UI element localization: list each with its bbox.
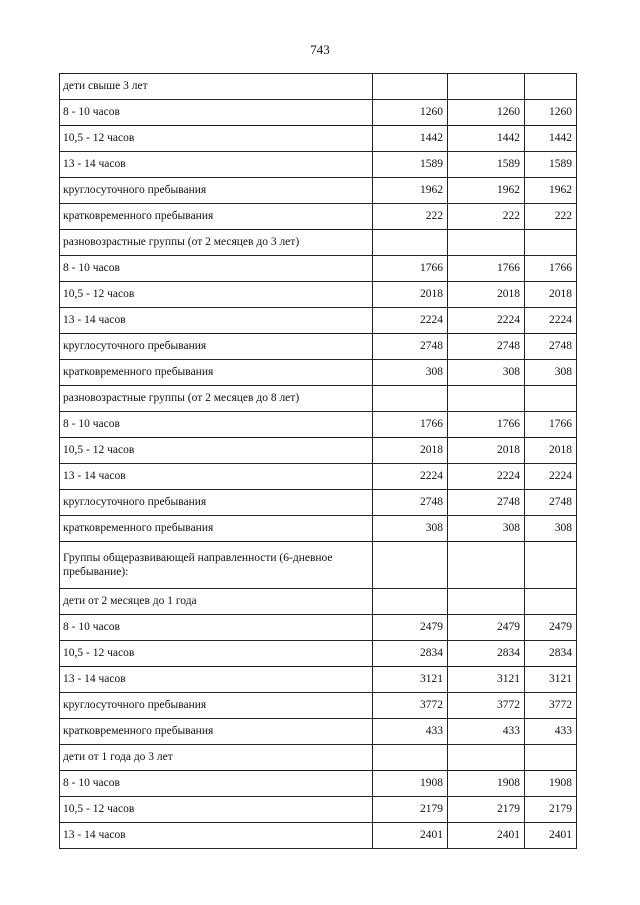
- value-cell: [373, 386, 448, 412]
- value-cell: [525, 542, 577, 589]
- value-cell: 222: [525, 204, 577, 230]
- value-cell: 1260: [525, 100, 577, 126]
- value-cell: 1589: [373, 152, 448, 178]
- table-row: [60, 386, 577, 412]
- value-cell: 1589: [448, 152, 525, 178]
- value-cell: 1962: [525, 178, 577, 204]
- table-row: [60, 178, 577, 204]
- value-cell: 2018: [525, 282, 577, 308]
- value-cell: 2401: [373, 823, 448, 849]
- value-cell: 2018: [373, 282, 448, 308]
- table-row: [60, 360, 577, 386]
- value-cell: 1766: [448, 412, 525, 438]
- value-cell: 2018: [448, 282, 525, 308]
- value-cell: 3772: [448, 693, 525, 719]
- value-cell: 1260: [448, 100, 525, 126]
- value-cell: 2224: [448, 308, 525, 334]
- value-cell: 1908: [525, 771, 577, 797]
- value-cell: 2018: [448, 438, 525, 464]
- value-cell: 308: [373, 360, 448, 386]
- value-cell: 2834: [525, 641, 577, 667]
- value-cell: [448, 230, 525, 256]
- value-cell: [373, 230, 448, 256]
- value-cell: [373, 745, 448, 771]
- value-cell: 2401: [525, 823, 577, 849]
- table-row: [60, 412, 577, 438]
- value-cell: 222: [373, 204, 448, 230]
- value-cell: 1908: [448, 771, 525, 797]
- value-cell: [448, 542, 525, 589]
- table-row: [60, 308, 577, 334]
- value-cell: 2401: [448, 823, 525, 849]
- value-cell: 2748: [448, 334, 525, 360]
- row-label: 8 - 10 часов: [60, 100, 373, 126]
- value-cell: 3121: [373, 667, 448, 693]
- table-row: [60, 771, 577, 797]
- value-cell: 1589: [525, 152, 577, 178]
- table-row: [60, 334, 577, 360]
- value-cell: 2224: [448, 464, 525, 490]
- value-cell: 1766: [373, 256, 448, 282]
- row-label: 13 - 14 часов: [60, 823, 373, 849]
- row-label: 8 - 10 часов: [60, 615, 373, 641]
- value-cell: 308: [525, 516, 577, 542]
- value-cell: 2748: [525, 334, 577, 360]
- value-cell: 1260: [373, 100, 448, 126]
- row-label: 10,5 - 12 часов: [60, 797, 373, 823]
- table-row: [60, 464, 577, 490]
- value-cell: 2018: [373, 438, 448, 464]
- row-label: круглосуточного пребывания: [60, 178, 373, 204]
- value-cell: 433: [525, 719, 577, 745]
- value-cell: 2179: [448, 797, 525, 823]
- row-label: 13 - 14 часов: [60, 464, 373, 490]
- value-cell: 2179: [373, 797, 448, 823]
- table-row: [60, 204, 577, 230]
- row-label: 13 - 14 часов: [60, 152, 373, 178]
- table-row: [60, 823, 577, 849]
- row-label: дети от 1 года до 3 лет: [60, 745, 373, 771]
- table-row: [60, 74, 577, 100]
- table-row: [60, 438, 577, 464]
- row-label: кратковременного пребывания: [60, 719, 373, 745]
- value-cell: [525, 74, 577, 100]
- value-cell: 1442: [373, 126, 448, 152]
- value-cell: 2018: [525, 438, 577, 464]
- value-cell: 2224: [525, 308, 577, 334]
- value-cell: [525, 745, 577, 771]
- row-label: 13 - 14 часов: [60, 308, 373, 334]
- row-label: Группы общеразвивающей направленности (6-дневное пребывание):: [60, 542, 373, 589]
- value-cell: 2748: [373, 490, 448, 516]
- value-cell: 2479: [373, 615, 448, 641]
- value-cell: 1962: [373, 178, 448, 204]
- value-cell: 308: [448, 360, 525, 386]
- row-label: кратковременного пребывания: [60, 360, 373, 386]
- value-cell: [448, 74, 525, 100]
- table-row: [60, 797, 577, 823]
- value-cell: 433: [373, 719, 448, 745]
- value-cell: 3772: [525, 693, 577, 719]
- row-label: разновозрастные группы (от 2 месяцев до 8 лет): [60, 386, 373, 412]
- value-cell: [525, 230, 577, 256]
- row-label: 8 - 10 часов: [60, 412, 373, 438]
- value-cell: [448, 745, 525, 771]
- row-label: 10,5 - 12 часов: [60, 126, 373, 152]
- value-cell: [373, 542, 448, 589]
- row-label: круглосуточного пребывания: [60, 490, 373, 516]
- table-row: [60, 542, 577, 589]
- row-label: 8 - 10 часов: [60, 256, 373, 282]
- value-cell: [373, 74, 448, 100]
- row-label: 10,5 - 12 часов: [60, 641, 373, 667]
- value-cell: 2748: [525, 490, 577, 516]
- row-label: 13 - 14 часов: [60, 667, 373, 693]
- table-row: [60, 256, 577, 282]
- row-label: круглосуточного пребывания: [60, 693, 373, 719]
- value-cell: 308: [373, 516, 448, 542]
- value-cell: 2224: [525, 464, 577, 490]
- value-cell: 1766: [448, 256, 525, 282]
- value-cell: 1766: [373, 412, 448, 438]
- row-label: круглосуточного пребывания: [60, 334, 373, 360]
- tariff-table: [59, 73, 577, 849]
- table-row: [60, 589, 577, 615]
- value-cell: [373, 589, 448, 615]
- value-cell: 1908: [373, 771, 448, 797]
- table-row: [60, 282, 577, 308]
- table-body: [60, 74, 577, 849]
- row-label: дети от 2 месяцев до 1 года: [60, 589, 373, 615]
- value-cell: 2834: [373, 641, 448, 667]
- table-row: [60, 230, 577, 256]
- table-row: [60, 615, 577, 641]
- value-cell: 1442: [525, 126, 577, 152]
- page-number: 743: [310, 42, 330, 57]
- row-label: 10,5 - 12 часов: [60, 438, 373, 464]
- row-label: кратковременного пребывания: [60, 516, 373, 542]
- value-cell: 2834: [448, 641, 525, 667]
- value-cell: 2748: [448, 490, 525, 516]
- value-cell: 1766: [525, 256, 577, 282]
- table-row: [60, 516, 577, 542]
- table-row: [60, 152, 577, 178]
- value-cell: 222: [448, 204, 525, 230]
- value-cell: 2479: [525, 615, 577, 641]
- row-label: разновозрастные группы (от 2 месяцев до 3 лет): [60, 230, 373, 256]
- value-cell: 1442: [448, 126, 525, 152]
- row-label: 8 - 10 часов: [60, 771, 373, 797]
- row-label: кратковременного пребывания: [60, 204, 373, 230]
- value-cell: 308: [525, 360, 577, 386]
- table-row: [60, 490, 577, 516]
- value-cell: [525, 589, 577, 615]
- value-cell: 3121: [525, 667, 577, 693]
- table-row: [60, 745, 577, 771]
- value-cell: 2224: [373, 464, 448, 490]
- value-cell: 3121: [448, 667, 525, 693]
- value-cell: [525, 386, 577, 412]
- table-row: [60, 100, 577, 126]
- table-row: [60, 719, 577, 745]
- value-cell: 2748: [373, 334, 448, 360]
- table-row: [60, 667, 577, 693]
- value-cell: 1766: [525, 412, 577, 438]
- value-cell: [448, 589, 525, 615]
- value-cell: 433: [448, 719, 525, 745]
- value-cell: 1962: [448, 178, 525, 204]
- value-cell: 2479: [448, 615, 525, 641]
- table-row: [60, 693, 577, 719]
- table-row: [60, 126, 577, 152]
- row-label: дети свыше 3 лет: [60, 74, 373, 100]
- row-label: 10,5 - 12 часов: [60, 282, 373, 308]
- value-cell: 2224: [373, 308, 448, 334]
- table-row: [60, 641, 577, 667]
- value-cell: 2179: [525, 797, 577, 823]
- value-cell: 3772: [373, 693, 448, 719]
- value-cell: 308: [448, 516, 525, 542]
- value-cell: [448, 386, 525, 412]
